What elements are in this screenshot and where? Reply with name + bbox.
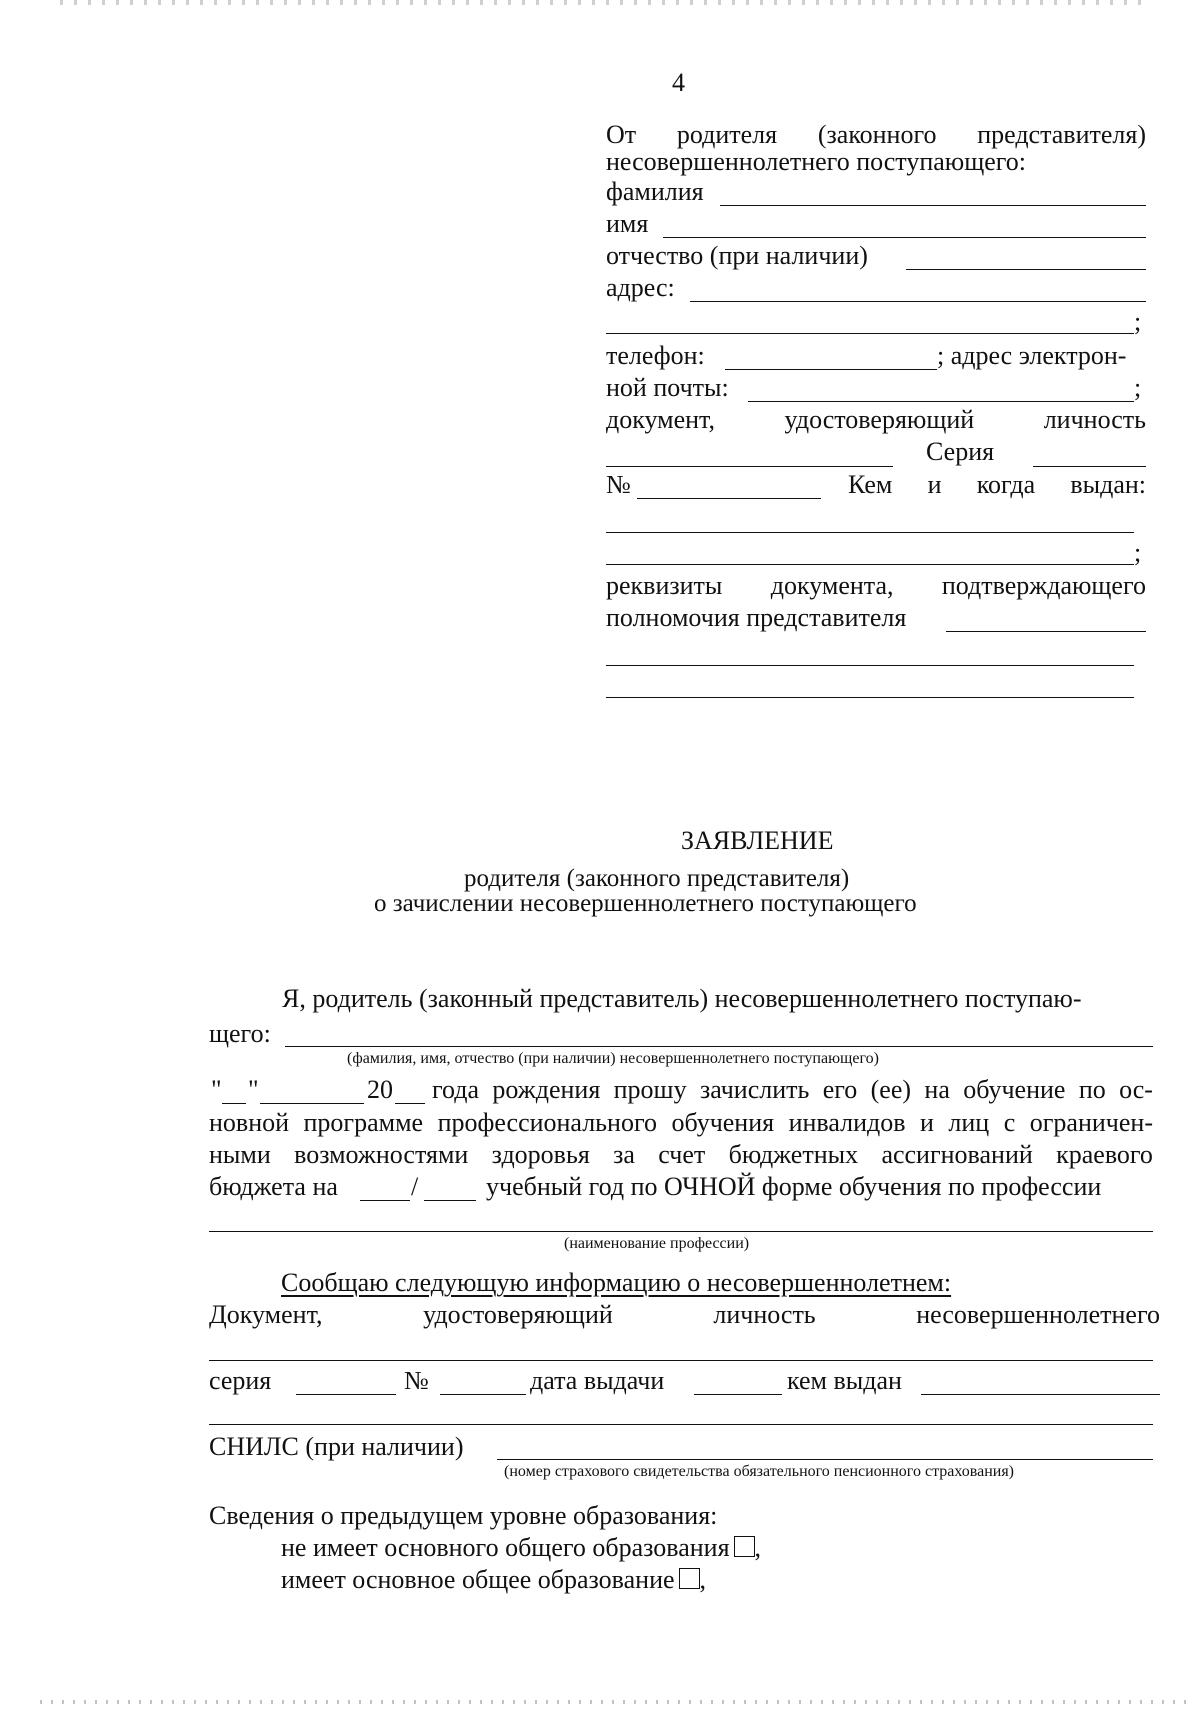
birth-year-field[interactable] [395,1103,425,1104]
scan-artifact-top [60,0,1150,5]
series-field[interactable] [1033,466,1146,467]
rep-powers-field-2[interactable] [606,665,1134,666]
page-number: 4 [672,68,685,97]
study-year-rest: учебный год по ОЧНОЙ форме обучения по профессии [486,1172,1102,1201]
issue-date-field[interactable] [694,1394,782,1395]
name-label: имя [606,209,649,238]
rep-powers-field-3[interactable] [606,697,1134,698]
snils-caption: (номер страхового свидетельства обязательного пенсионного страхования) [504,1463,1015,1480]
study-year-slash: / [411,1172,419,1201]
rep-powers-label: полномочия представителя [606,603,907,632]
birth-month-field[interactable] [260,1103,364,1104]
surname-field[interactable] [720,205,1146,206]
patronymic-field[interactable] [906,269,1146,270]
address-field-2[interactable] [606,333,1134,334]
minor-id-document-line: Документ, удостоверяющий личность несовершеннолетнего [209,1300,1160,1329]
birth-line-text: года рождения прошу зачислить его (ее) на обучение по ос- [432,1075,1153,1104]
quote-open: " [211,1075,222,1104]
email-field[interactable] [748,401,1134,402]
patronymic-label: отчество (при наличии) [606,241,868,270]
rep-powers-field[interactable] [946,631,1146,632]
issue-date-label: дата выдачи [530,1366,665,1395]
para1-line2: щего: [209,1019,271,1048]
budget-label: бюджета на [209,1172,338,1201]
body-line-3: ными возможностями здоровья за счет бюджетных ассигнований краевого [209,1140,1153,1169]
birth-day-field[interactable] [222,1103,246,1104]
issued-semicolon: ; [1134,538,1142,567]
issued-by-field-2[interactable] [606,564,1134,565]
education-option-2: имеет основное общее образование , [281,1565,707,1594]
subtitle-line-1: родителя (законного представителя) [464,865,850,892]
education-option-1-checkbox[interactable] [734,1536,755,1557]
series-label: Серия [926,437,995,466]
name-field[interactable] [663,237,1146,238]
rep-document-line: реквизиты документа, подтверждающего [606,571,1146,600]
snils-label: СНИЛС (при наличии) [209,1432,464,1461]
from-line: От родителя (законного представителя) [606,120,1146,149]
minor-series-label: серия [209,1366,272,1395]
address-label: адрес: [606,273,675,302]
minor-number-label: № [404,1366,429,1395]
issued-by-label-2: кем выдан [787,1366,902,1395]
email-label-part2: ной почты: [606,373,729,402]
minor-number-field[interactable] [440,1394,526,1395]
inform-heading: Сообщаю следующую информацию о несовершеннолетнем: [281,1268,952,1297]
profession-field[interactable] [209,1231,1153,1232]
address-field-1[interactable] [690,301,1146,302]
address-semicolon: ; [1134,307,1142,336]
email-label-part1: ; адрес электрон- [937,341,1127,370]
minor-fio-field[interactable] [285,1046,1153,1047]
minor-issued-by-field-2[interactable] [209,1424,1153,1425]
number-field[interactable] [637,498,821,499]
minor-issued-by-field[interactable] [921,1394,1160,1395]
body-line-2: новной программе профессионального обучения инвалидов и лиц с ограничен- [209,1108,1153,1137]
year-prefix: 20 [367,1075,393,1104]
email-semicolon: ; [1134,373,1142,402]
from-line-2: несовершеннолетнего поступающего: [606,147,1026,176]
document-title: ЗАЯВЛЕНИЕ [681,826,834,855]
phone-field[interactable] [725,369,937,370]
surname-label: фамилия [606,177,704,206]
minor-series-field[interactable] [296,1394,396,1395]
study-year-start-field[interactable] [360,1200,410,1201]
snils-field[interactable] [497,1459,1153,1460]
quote-close: " [248,1075,259,1104]
para1-line1: Я, родитель (законный представитель) несовершеннолетнего поступаю- [282,984,1082,1013]
minor-id-document-field[interactable] [209,1360,1153,1361]
issued-by-field-1[interactable] [606,532,1134,533]
scan-artifact-bottom [40,1700,1190,1704]
number-label: № [606,470,631,499]
education-option-2-checkbox[interactable] [679,1568,700,1589]
id-document-line: документ, удостоверяющий личность [606,405,1146,434]
profession-caption: (наименование профессии) [564,1235,750,1252]
education-heading: Сведения о предыдущем уровне образования: [209,1501,718,1530]
id-document-field[interactable] [606,466,893,467]
fio-caption: (фамилия, имя, отчество (при наличии) несовершеннолетнего поступающего) [347,1050,879,1067]
education-option-1: не имеет основного общего образования , [281,1533,762,1562]
issued-by-label: Кем и когда выдан: [848,470,1146,499]
study-year-end-field[interactable] [424,1200,476,1201]
phone-label: телефон: [606,341,705,370]
subtitle-line-2: о зачислении несовершеннолетнего поступающего [374,890,917,917]
